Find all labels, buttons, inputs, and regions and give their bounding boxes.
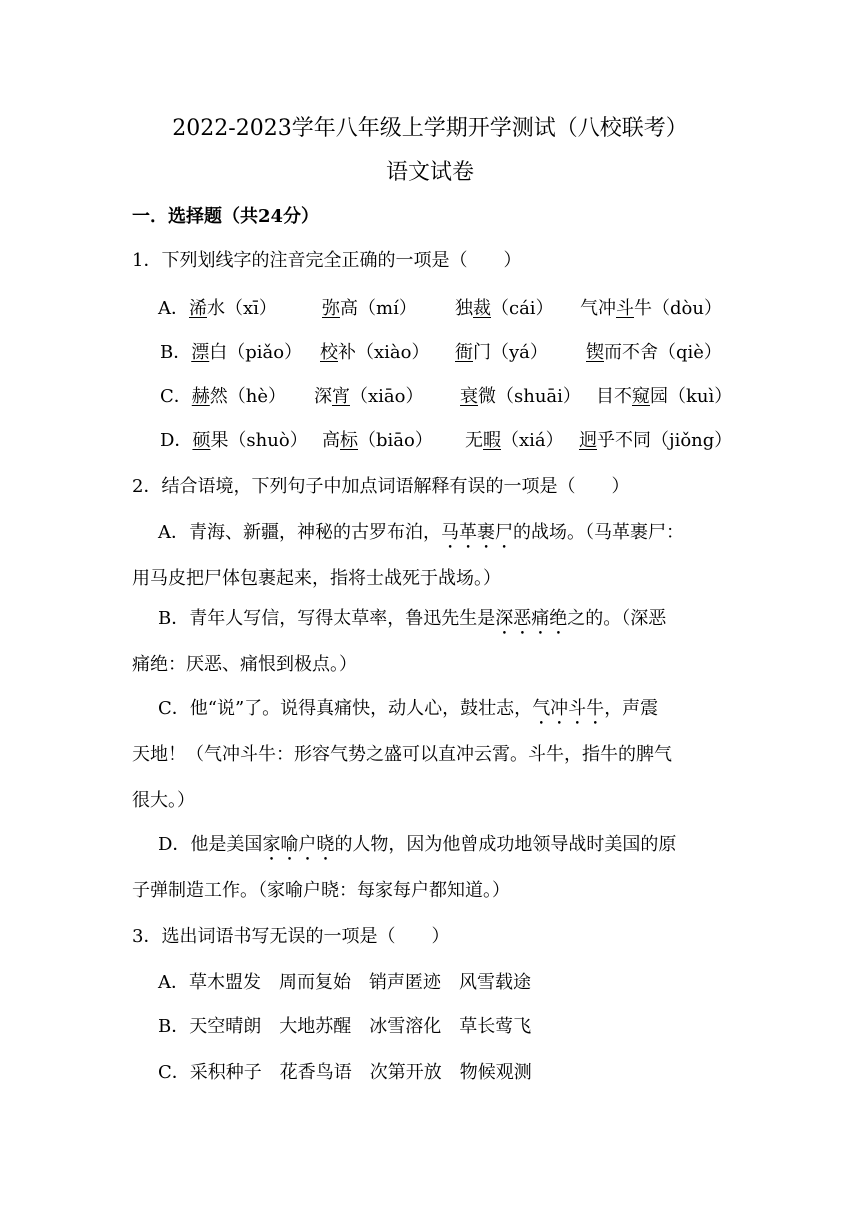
q2-c-dotted-term: 气冲斗牛 (532, 698, 605, 719)
q1-c-item-2: 深宵（xiāo） (314, 386, 424, 407)
q2-option-d: D．他是美国家喻户晓的人物，因为他曾成功地领导战时美国的原 (158, 834, 677, 855)
q2-option-c-cont2: 很大。） (132, 790, 195, 811)
q1-d-item-2: 高标（biāo） (322, 430, 433, 451)
q1-a-item-2: 弥高（mí） (322, 298, 417, 319)
q3-option-c: C．采积种子 花香鸟语 次第开放 物候观测 (158, 1062, 532, 1083)
q1-b-item-1: B．漂白（piǎo） (160, 342, 303, 363)
q1-a-item-3: 独裁（cái） (455, 298, 554, 319)
q2-option-c: C．他“说”了。说得真痛快，动人心，鼓壮志，气冲斗牛，声震 (158, 698, 659, 719)
q3-stem: 3．选出词语书写无误的一项是（ ） (132, 926, 450, 947)
q2-option-c-cont: 天地！（气冲斗牛：形容气势之盛可以直冲云霄。斗牛，指牛的脾气 (132, 744, 672, 765)
q1-b-item-4: 锲而不舍（qiè） (586, 342, 722, 363)
q2-b-dotted-term: 深恶痛绝 (495, 608, 568, 629)
q1-d-item-1: D．硕果（shuò） (160, 430, 308, 451)
q2-option-b: B．青年人写信，写得太草率，鲁迅先生是深恶痛绝之的。（深恶 (158, 608, 667, 629)
q3-option-b: B．天空晴朗 大地苏醒 冰雪溶化 草长莺飞 (158, 1016, 532, 1037)
q2-option-a: A．青海、新疆，神秘的古罗布泊，马革裹尸的战场。（马革裹尸： (158, 522, 684, 543)
q1-b-item-3: 衙门（yá） (455, 342, 548, 363)
q1-a-item-1: A．浠水（xī） (158, 298, 277, 319)
q2-option-d-cont: 子弹制造工作。（家喻户晓：每家每户都知道。） (132, 880, 510, 901)
q1-a-item-4: 气冲斗牛（dòu） (580, 298, 722, 319)
q1-c-item-3: 衰微（shuāi） (460, 386, 581, 407)
q1-b-item-2: 校补（xiào） (320, 342, 430, 363)
q1-d-item-4: 迥乎不同（jiǒng） (579, 430, 733, 451)
exam-subtitle: 语文试卷 (385, 160, 474, 185)
q1-stem: 1．下列划线字的注音完全正确的一项是（ ） (132, 250, 522, 271)
q2-a-dotted-term: 马革裹尸 (441, 522, 513, 543)
q2-option-a-cont: 用马皮把尸体包裹起来，指将士战死于战场。） (132, 568, 501, 589)
exam-title: 2022-2023学年八年级上学期开学测试（八校联考） (172, 116, 688, 141)
q1-c-item-1: C．赫然（hè） (160, 386, 287, 407)
q1-d-item-3: 无暇（xiá） (465, 430, 564, 451)
q2-d-dotted-term: 家喻户晓 (262, 834, 335, 855)
q1-c-item-4: 目不窥园（kuì） (596, 386, 733, 407)
q3-option-a: A．草木盟发 周而复始 销声匿迹 风雪载途 (158, 972, 531, 993)
q2-stem: 2．结合语境，下列句子中加点词语解释有误的一项是（ ） (132, 476, 630, 497)
section-heading: 一．选择题（共24分） (132, 206, 320, 227)
q2-option-b-cont: 痛绝：厌恶、痛恨到极点。） (132, 654, 357, 675)
